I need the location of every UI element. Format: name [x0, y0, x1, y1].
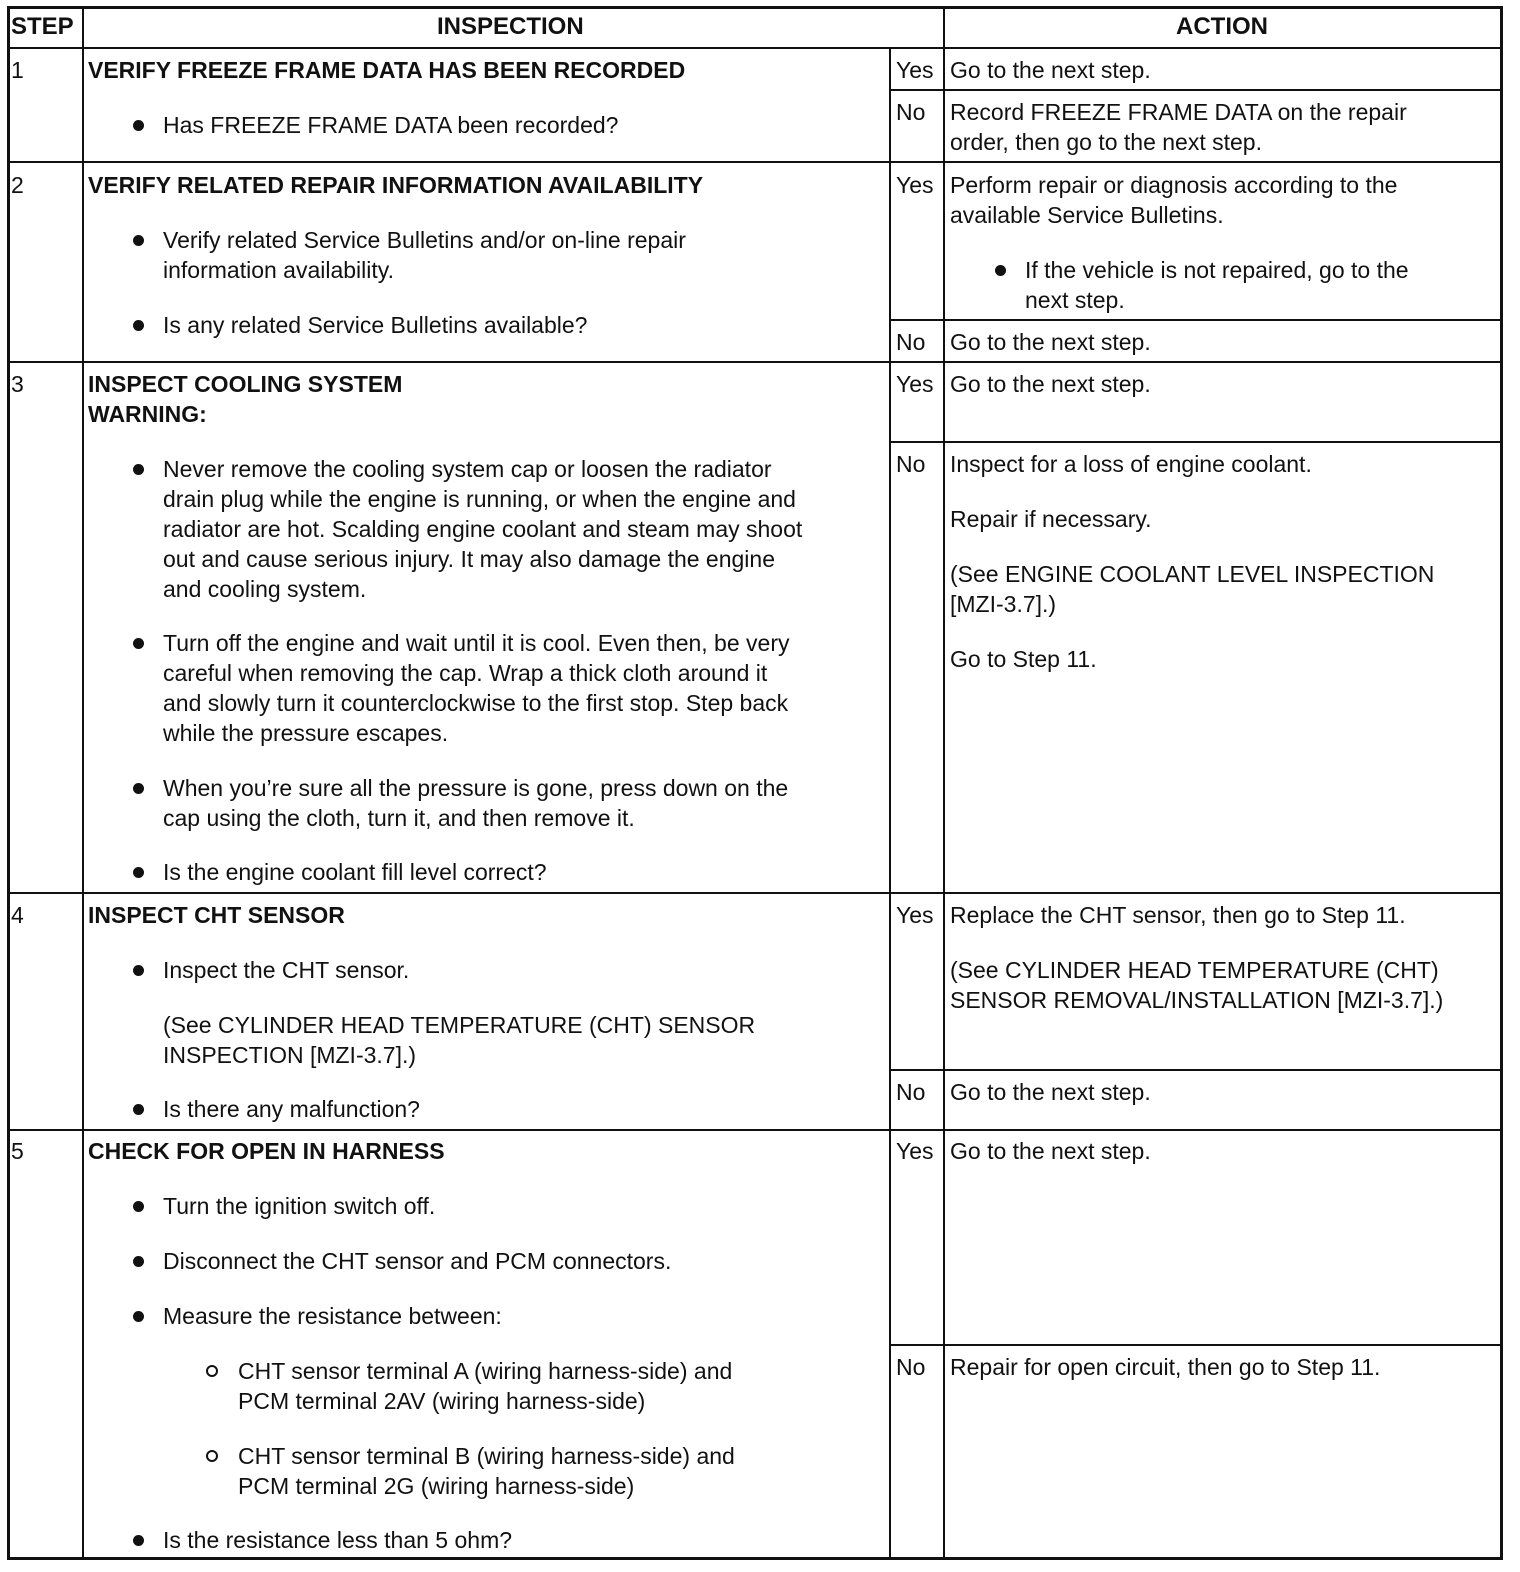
yes-no-divider-3: [889, 441, 1503, 443]
bullet-dot-icon: [133, 965, 144, 976]
bullet-dot-icon: [133, 867, 144, 878]
bullet-text: Is the engine coolant fill level correct?: [163, 859, 547, 885]
no-action: Go to Step 11.: [950, 646, 1097, 672]
no-label: No: [896, 1354, 926, 1380]
bullet-text: Has FREEZE FRAME DATA been recorded?: [163, 112, 619, 138]
row-divider-1: [7, 161, 1503, 163]
step-number: 4: [11, 902, 24, 928]
bullet-text: Disconnect the CHT sensor and PCM connectors.: [163, 1248, 672, 1274]
yes-action: Go to the next step.: [950, 1138, 1151, 1164]
bullet-dot-icon: [133, 464, 144, 475]
yes-label: Yes: [896, 57, 934, 83]
step-number: 1: [11, 57, 24, 83]
bullet-dot-icon: [133, 783, 144, 794]
no-action: Record FREEZE FRAME DATA on the repair: [950, 99, 1407, 125]
bullet-text: information availability.: [163, 257, 394, 283]
yes-label: Yes: [896, 1138, 934, 1164]
bullet-text: radiator are hot. Scalding engine coolant and steam may shoot: [163, 516, 803, 542]
sub-bullet-text: CHT sensor terminal A (wiring harness-side) and: [238, 1358, 733, 1384]
no-label: No: [896, 1079, 926, 1105]
yes-no-divider-2: [889, 319, 1503, 321]
step-title: INSPECT CHT SENSOR: [88, 902, 345, 928]
sub-bullet-text: CHT sensor terminal B (wiring harness-side) and: [238, 1443, 735, 1469]
bullet-text: Inspect the CHT sensor.: [163, 957, 410, 983]
sub-bullet-text: PCM terminal 2AV (wiring harness-side): [238, 1388, 646, 1414]
bullet-text: Is any related Service Bulletins available?: [163, 312, 588, 338]
no-action: [MZI-3.7].): [950, 591, 1057, 617]
yes-no-divider-5: [889, 1344, 1503, 1346]
bullet-text: Is there any malfunction?: [163, 1096, 420, 1122]
bullet-text: Turn the ignition switch off.: [163, 1193, 436, 1219]
row-divider-2: [7, 361, 1503, 363]
yes-action: available Service Bulletins.: [950, 202, 1224, 228]
bullet-text: cap using the cloth, turn it, and then remove it.: [163, 805, 635, 831]
reference-text: INSPECTION [MZI-3.7].): [163, 1042, 417, 1068]
bullet-dot-icon: [133, 1311, 144, 1322]
col-divider-yesno: [889, 48, 891, 1560]
yes-label: Yes: [896, 902, 934, 928]
bullet-text: Turn off the engine and wait until it is cool. Even then, be very: [163, 630, 790, 656]
bullet-text: Measure the resistance between:: [163, 1303, 502, 1329]
bullet-text: drain plug while the engine is running, or when the engine and: [163, 486, 796, 512]
yes-no-divider-1: [889, 89, 1503, 91]
bullet-text: Never remove the cooling system cap or loosen the radiator: [163, 456, 772, 482]
sub-bullet-text: PCM terminal 2G (wiring harness-side): [238, 1473, 635, 1499]
no-label: No: [896, 329, 926, 355]
header-inspection: INSPECTION: [437, 13, 584, 40]
bullet-text: while the pressure escapes.: [163, 720, 449, 746]
step-number: 2: [11, 172, 24, 198]
no-action: Repair for open circuit, then go to Step 11.: [950, 1354, 1381, 1380]
yes-bullet-text: next step.: [1025, 287, 1125, 313]
yes-action: Go to the next step.: [950, 57, 1151, 83]
yes-action: (See CYLINDER HEAD TEMPERATURE (CHT): [950, 957, 1439, 983]
row-divider-4: [7, 1129, 1503, 1131]
yes-bullet-text: If the vehicle is not repaired, go to the: [1025, 257, 1409, 283]
bullet-text: Verify related Service Bulletins and/or on-line repair: [163, 227, 686, 253]
bullet-text: out and cause serious injury. It may also damage the engine: [163, 546, 775, 572]
yes-no-divider-4: [889, 1069, 1503, 1071]
bullet-text: and cooling system.: [163, 576, 367, 602]
no-action: Go to the next step.: [950, 329, 1151, 355]
yes-action: Perform repair or diagnosis according to the: [950, 172, 1398, 198]
yes-action: SENSOR REMOVAL/INSTALLATION [MZI-3.7].): [950, 987, 1444, 1013]
bullet-dot-icon: [133, 1104, 144, 1115]
header-row-divider: [7, 47, 1503, 49]
warning-label: WARNING:: [88, 401, 207, 427]
step-title: CHECK FOR OPEN IN HARNESS: [88, 1138, 445, 1164]
header-step: STEP: [11, 13, 74, 40]
row-divider-3: [7, 892, 1503, 894]
yes-label: Yes: [896, 371, 934, 397]
step-title: VERIFY FREEZE FRAME DATA HAS BEEN RECORDED: [88, 57, 686, 83]
bullet-dot-icon: [133, 638, 144, 649]
bullet-text: Is the resistance less than 5 ohm?: [163, 1527, 513, 1553]
bullet-dot-icon: [133, 1535, 144, 1546]
step-title: INSPECT COOLING SYSTEM: [88, 371, 403, 397]
yes-label: Yes: [896, 172, 934, 198]
col-divider-action: [943, 6, 945, 1560]
no-action: Repair if necessary.: [950, 506, 1152, 532]
step-number: 5: [11, 1138, 24, 1164]
sub-bullet-ring-icon: [206, 1365, 218, 1377]
bullet-text: When you’re sure all the pressure is gone, press down on the: [163, 775, 789, 801]
bullet-dot-icon: [133, 120, 144, 131]
yes-action: Go to the next step.: [950, 371, 1151, 397]
step-title: VERIFY RELATED REPAIR INFORMATION AVAILABILITY: [88, 172, 704, 198]
reference-text: (See CYLINDER HEAD TEMPERATURE (CHT) SENSOR: [163, 1012, 756, 1038]
no-action: order, then go to the next step.: [950, 129, 1262, 155]
no-label: No: [896, 451, 926, 477]
bullet-text: and slowly turn it counterclockwise to the first stop. Step back: [163, 690, 789, 716]
no-action: Go to the next step.: [950, 1079, 1151, 1105]
no-label: No: [896, 99, 926, 125]
bullet-text: careful when removing the cap. Wrap a thick cloth around it: [163, 660, 768, 686]
step-number: 3: [11, 371, 24, 397]
header-action: ACTION: [1176, 13, 1268, 40]
bullet-dot-icon: [133, 1256, 144, 1267]
no-action: (See ENGINE COOLANT LEVEL INSPECTION: [950, 561, 1435, 587]
sub-bullet-ring-icon: [206, 1450, 218, 1462]
yes-action: Replace the CHT sensor, then go to Step 11.: [950, 902, 1406, 928]
no-action: Inspect for a loss of engine coolant.: [950, 451, 1312, 477]
bullet-dot-icon: [995, 265, 1006, 276]
bullet-dot-icon: [133, 320, 144, 331]
bullet-dot-icon: [133, 1201, 144, 1212]
col-divider-step: [82, 6, 84, 1560]
bullet-dot-icon: [133, 235, 144, 246]
